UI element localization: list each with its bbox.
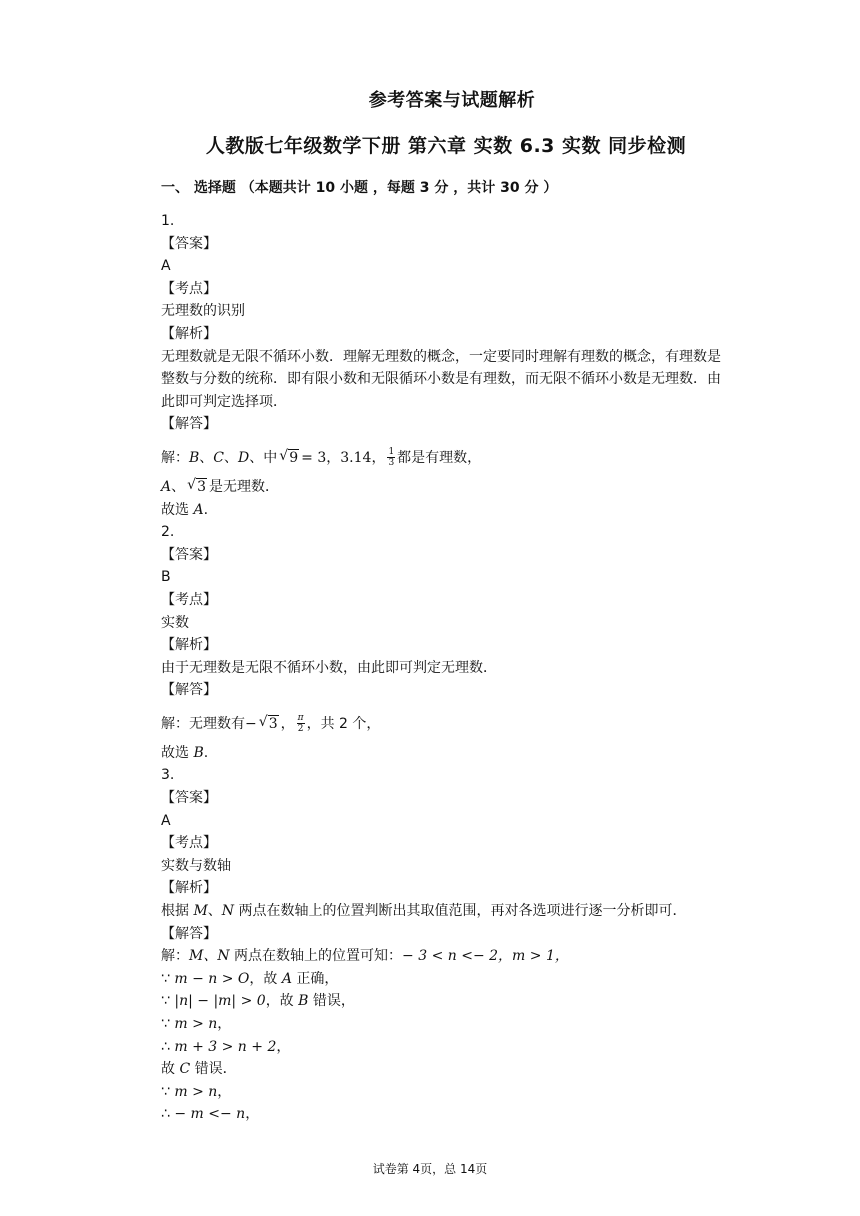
q3-line-math2: B <box>298 993 309 1010</box>
q3-line-post2: 正确， <box>291 970 339 987</box>
q3-analysis-pre: 根据 <box>161 903 194 920</box>
fraction-denominator: 3 <box>388 458 395 469</box>
q3-line-math: m − n > O <box>174 970 250 987</box>
q3-solution-line <box>161 1013 731 1036</box>
q2-sol-prefix: 解：无理数有 <box>161 715 245 732</box>
q3-analysis-n: N <box>221 903 235 920</box>
q3-line-math: |n| − |m| > 0 <box>174 993 266 1010</box>
q1-answer-label: 【答案】 <box>161 235 217 252</box>
q3-line-post: ， <box>245 1106 260 1123</box>
q1-line2-tail: 是无理数． <box>209 478 280 495</box>
q3-line-post: 错误． <box>190 1061 237 1078</box>
q3-solution-line <box>161 968 731 991</box>
question-list <box>161 210 731 1126</box>
q3-analysis-m: M <box>193 903 208 920</box>
q3-line-post2: 错误， <box>308 993 355 1010</box>
q3-line-pre: 故 <box>161 1061 180 1078</box>
q1-choose-end: . <box>203 501 209 518</box>
q1-sol-c: C <box>213 449 225 466</box>
q1-number: 1. <box>161 213 175 229</box>
q1-sol-mid: 、中 <box>249 449 278 466</box>
q3-line-pre: ∴ <box>161 1038 175 1055</box>
fraction-one-third <box>387 447 395 468</box>
q2-solution-label: 【解答】 <box>161 682 217 699</box>
q3-line-post: ， <box>276 1038 291 1055</box>
q3-line-math2: A <box>281 970 292 987</box>
q2-comma: ， <box>280 715 295 732</box>
q3-line-math: C <box>179 1061 191 1078</box>
q1-point-label: 【考点】 <box>161 280 217 297</box>
q3-solution-line <box>161 945 731 968</box>
q3-line-post: 两点在数轴上的位置可知： <box>229 948 403 965</box>
q1-choose <box>161 499 731 522</box>
q3-point: 实数与数轴 <box>161 857 231 874</box>
q2-number: 2. <box>161 524 175 541</box>
q3-line-math: − m <− n <box>174 1106 246 1123</box>
q2-analysis-label: 【解析】 <box>161 637 217 654</box>
q1-sol-tail: 都是有理数， <box>397 449 482 466</box>
q2-choose-end: . <box>203 744 209 761</box>
q1-choose-letter: A <box>193 501 204 518</box>
q3-line-math: M、N <box>189 948 230 965</box>
q1-sol-b: B <box>189 449 200 466</box>
q3-analysis <box>161 900 731 923</box>
q2-choose-letter: B <box>193 744 204 761</box>
sqrt-3-radicand: 3 <box>197 478 207 495</box>
q3-line-post: ，故 <box>249 970 282 987</box>
q1-sol-prefix: 解： <box>161 449 189 466</box>
q3-number: 3. <box>161 767 175 784</box>
sqrt-3-radicand: 3 <box>268 715 278 732</box>
sqrt-9 <box>279 447 299 470</box>
q2-minus: − <box>245 715 257 732</box>
q3-point-label: 【考点】 <box>161 835 217 852</box>
q1-solution-label: 【解答】 <box>161 416 217 433</box>
sqrt-3 <box>187 476 207 499</box>
fraction-numerator: 1 <box>388 447 395 458</box>
fraction-denominator-two: 2 <box>297 724 304 735</box>
q3-line-math: m > n <box>174 1016 218 1032</box>
q3-line-math: m > n <box>174 1083 218 1100</box>
q2-point: 实数 <box>161 614 189 631</box>
q3-solution-line <box>161 1103 731 1126</box>
page-footer: 试卷第 4页，总 14页 <box>372 1162 488 1176</box>
q1-answer: A <box>161 258 171 275</box>
q2-choose-prefix: 故选 <box>161 744 194 761</box>
q3-analysis-post: 两点在数轴上的位置判断出其取值范围，再对各选项进行逐一分析即可． <box>234 903 687 920</box>
q3-answer-label: 【答案】 <box>161 790 217 807</box>
q3-solution-line <box>161 1036 731 1059</box>
q2-point-label: 【考点】 <box>161 591 217 608</box>
q3-line-post: ，故 <box>265 993 299 1010</box>
q3-line-post: ， <box>217 1083 232 1100</box>
q1-analysis-label: 【解析】 <box>161 325 217 342</box>
page-subtitle: 人教版七年级数学下册 第六章 实数 6.3 实数 同步检测 <box>205 135 687 157</box>
q3-line-pre: ∵ <box>161 1083 175 1100</box>
q3-line-math: m + 3 > n + 2 <box>174 1038 277 1055</box>
q1-num314: 3.14， <box>340 449 386 466</box>
q3-line-pre: ∵ <box>161 1016 175 1032</box>
q3-solution-line <box>161 1081 731 1104</box>
q2-analysis: 由于无理数是无限不循环小数，由此即可判定无理数． <box>161 659 497 676</box>
fraction-numerator-pi: π <box>297 713 304 724</box>
q3-solution-lines <box>161 945 731 1126</box>
q1-analysis: 无理数就是无限不循环小数．理解无理数的概念，一定要同时理解有理数的概念，有理数是整数与分数的统称．即有限小数和无限循环小数是有理数，而无限不循环小数是无理数．由此即可判定选择项． <box>161 348 721 410</box>
q1-sol-sep1: 、 <box>199 449 214 466</box>
q3-solution-line <box>161 990 731 1013</box>
q1-choose-prefix: 故选 <box>161 501 194 518</box>
q1-sol-d: D <box>238 449 250 466</box>
q3-line-pre: 解： <box>161 948 189 965</box>
q2-sol-tail: ，共 2 个， <box>306 715 381 732</box>
q1-line2-sep: 、 <box>171 478 186 495</box>
q3-solution-line <box>161 1058 731 1081</box>
q1-solution-line1 <box>161 440 731 476</box>
fraction-pi-over-two <box>297 713 305 734</box>
q3-analysis-sep: 、 <box>207 903 222 920</box>
q3-line-post: ， <box>217 1016 232 1032</box>
q3-solution-label: 【解答】 <box>161 925 217 942</box>
q3-analysis-label: 【解析】 <box>161 880 217 897</box>
q2-answer-label: 【答案】 <box>161 546 217 563</box>
q3-line-pre: ∵ <box>161 993 175 1010</box>
q1-sol-sep2: 、 <box>224 449 239 466</box>
q2-answer: B <box>161 569 171 586</box>
q1-eq3: = 3， <box>301 449 341 466</box>
section-heading: 一、 选择题 （本题共计 10 小题 ，每题 3 分 ，共计 30 分 ） <box>161 180 558 196</box>
q1-point: 无理数的识别 <box>161 303 245 320</box>
q2-choose <box>161 742 731 765</box>
q2-solution-line1 <box>161 706 731 742</box>
sqrt-9-radicand: 9 <box>289 449 299 466</box>
q3-line-pre: ∴ <box>161 1106 175 1123</box>
sqrt-3 <box>259 713 279 736</box>
q3-line-math2: − 3 < n <− 2，m > 1， <box>402 948 569 965</box>
q3-line-pre: ∵ <box>161 970 175 987</box>
q3-answer: A <box>161 812 171 829</box>
q1-solution-line2 <box>161 476 731 499</box>
q1-line2-a: A <box>161 478 172 495</box>
page-title: 参考答案与试题解析 <box>368 90 536 111</box>
